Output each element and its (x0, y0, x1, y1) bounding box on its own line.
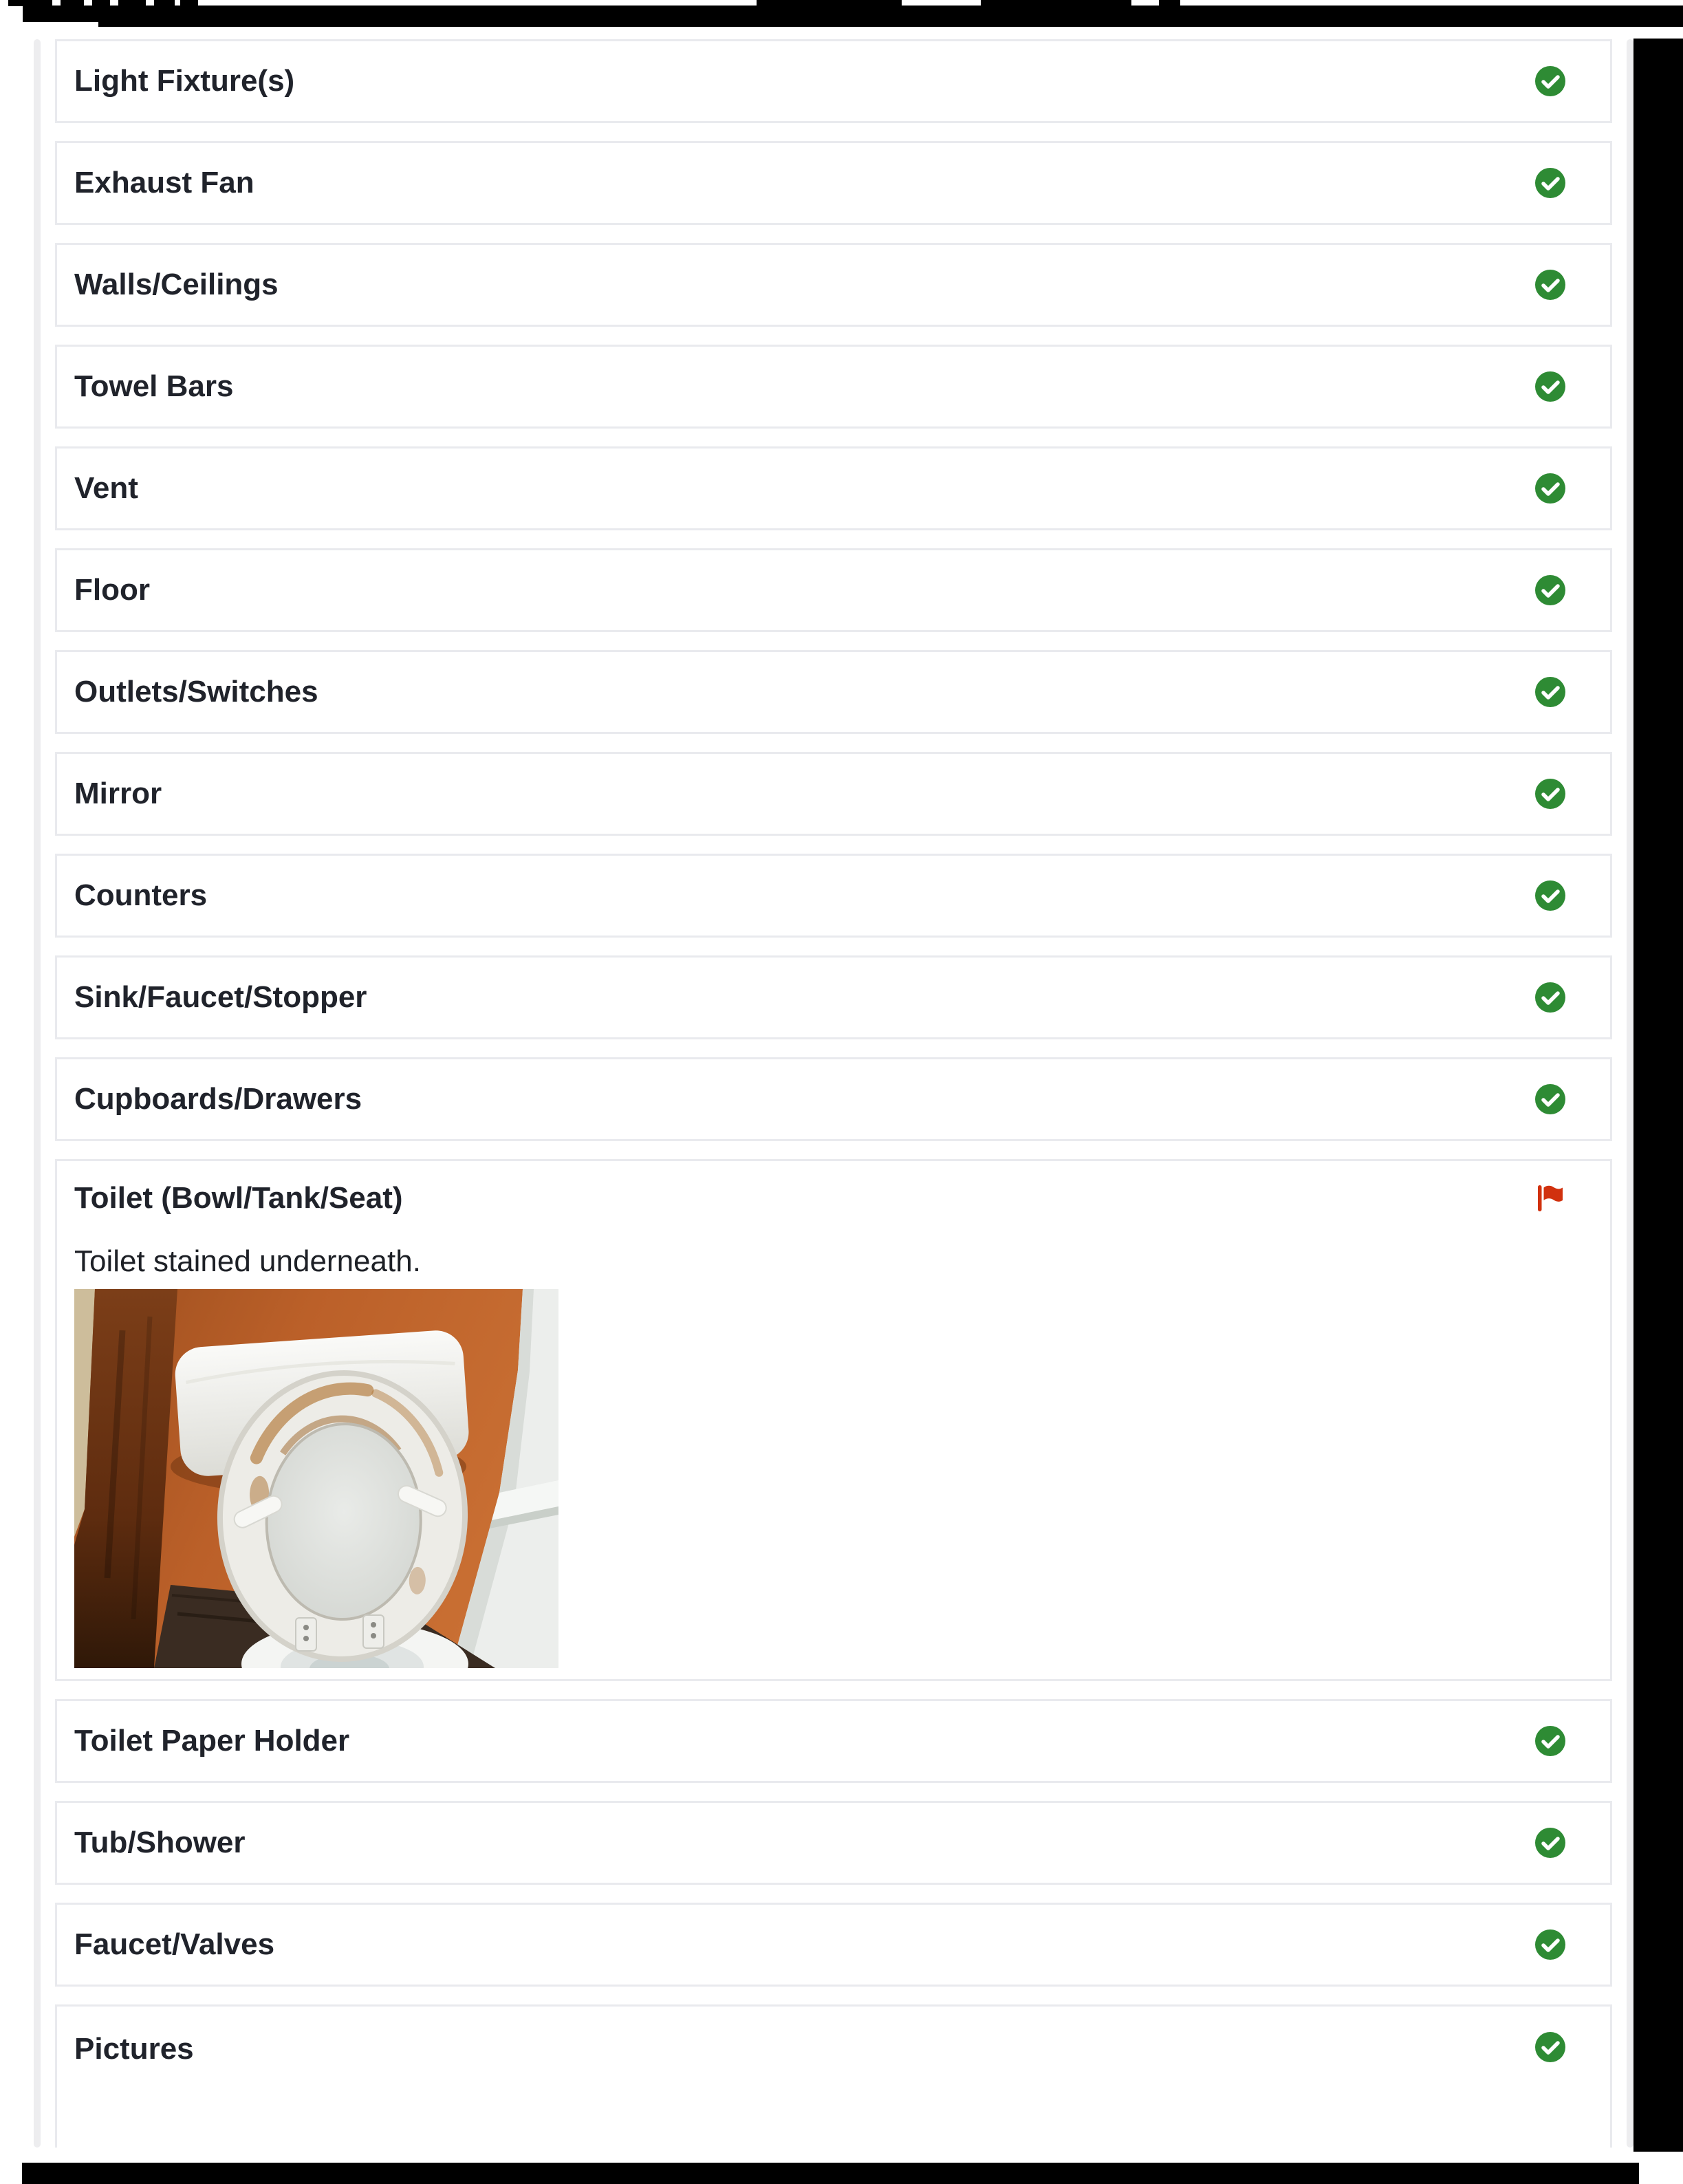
check-circle-icon[interactable] (1534, 1083, 1566, 1115)
check-circle-icon[interactable] (1534, 167, 1566, 199)
item-label: Walls/Ceilings (74, 268, 279, 302)
attachment-photo[interactable] (74, 1289, 558, 1668)
item-label: Counters (74, 878, 208, 913)
checklist-item-toilet[interactable] (55, 1159, 1612, 1681)
check-circle-icon[interactable] (1534, 65, 1566, 97)
redaction-bar (180, 0, 198, 6)
checklist-item-light-fixtures[interactable] (55, 39, 1612, 123)
flag-icon[interactable] (1533, 1182, 1566, 1215)
check-circle-icon[interactable] (1534, 880, 1566, 911)
checklist-item-faucet-valves[interactable] (55, 1903, 1612, 1987)
item-label: Vent (74, 471, 138, 506)
check-circle-icon[interactable] (1534, 676, 1566, 708)
redaction-bar-top (98, 6, 1683, 27)
checklist-item-floor[interactable] (55, 548, 1612, 632)
item-label: Toilet Paper Holder (74, 1724, 350, 1758)
checklist (55, 39, 1612, 2148)
item-label: Sink/Faucet/Stopper (74, 980, 367, 1015)
check-circle-icon[interactable] (1534, 574, 1566, 606)
redaction-bar-top (23, 6, 98, 22)
item-label: Pictures (74, 2032, 194, 2066)
check-circle-icon[interactable] (1534, 371, 1566, 402)
item-label: Exhaust Fan (74, 166, 254, 200)
checklist-item-cupboards-drawers[interactable] (55, 1057, 1612, 1141)
checklist-item-outlets-switches[interactable] (55, 650, 1612, 734)
checklist-item-toilet-paper-holder[interactable] (55, 1699, 1612, 1783)
item-label: Toilet (Bowl/Tank/Seat) (74, 1181, 403, 1215)
checklist-item-tub-shower[interactable] (55, 1801, 1612, 1885)
item-label: Mirror (74, 777, 162, 811)
checklist-item-vent[interactable] (55, 446, 1612, 530)
check-circle-icon[interactable] (1534, 1725, 1566, 1757)
check-circle-icon[interactable] (1534, 473, 1566, 504)
check-circle-icon[interactable] (1534, 982, 1566, 1013)
redaction-bar-bottom (22, 2163, 1639, 2184)
check-circle-icon[interactable] (1534, 1929, 1566, 1960)
item-label: Light Fixture(s) (74, 64, 295, 98)
page-right-edge-line (1627, 39, 1633, 2148)
checklist-item-towel-bars[interactable] (55, 345, 1612, 429)
toilet-photo-illustration (74, 1289, 558, 1668)
check-circle-icon[interactable] (1534, 269, 1566, 301)
check-circle-icon[interactable] (1534, 778, 1566, 810)
checklist-item-pictures[interactable] (55, 2004, 1612, 2148)
checklist-item-counters[interactable] (55, 854, 1612, 938)
item-label: Faucet/Valves (74, 1927, 275, 1962)
item-label: Floor (74, 573, 150, 607)
checklist-item-mirror[interactable] (55, 752, 1612, 836)
redaction-bar (61, 0, 84, 6)
check-circle-icon[interactable] (1534, 1827, 1566, 1859)
item-label: Towel Bars (74, 369, 234, 404)
checklist-item-walls-ceilings[interactable] (55, 243, 1612, 327)
item-label: Outlets/Switches (74, 675, 318, 709)
item-note: Toilet stained underneath. (74, 1244, 421, 1278)
item-label: Tub/Shower (74, 1826, 246, 1860)
checklist-item-exhaust-fan[interactable] (55, 141, 1612, 225)
redaction-bar-right (1633, 39, 1683, 2152)
item-label: Cupboards/Drawers (74, 1082, 362, 1116)
checklist-item-sink-faucet-stopper[interactable] (55, 955, 1612, 1039)
item-header (74, 1180, 1566, 1216)
check-circle-icon[interactable] (1534, 2031, 1566, 2063)
page-left-edge-line (34, 39, 41, 2148)
redaction-bar (118, 0, 146, 6)
